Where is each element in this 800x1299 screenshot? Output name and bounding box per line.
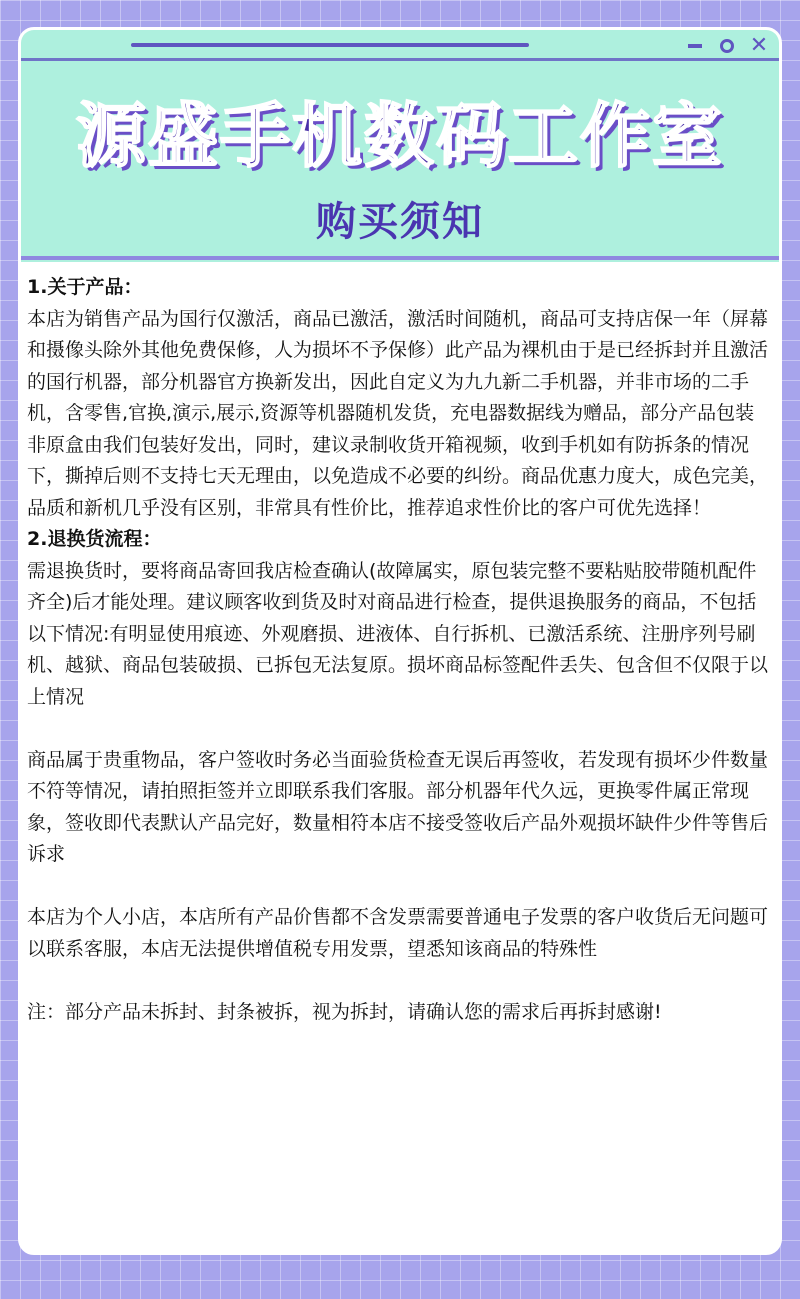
spacer [27, 965, 773, 997]
restore-icon[interactable] [713, 33, 741, 59]
header-divider [21, 256, 779, 260]
section-body-product: 本店为销售产品为国行仅激活，商品已激活，激活时间随机，商品可支持店保一年（屏幕和摄像头除外其他免费保修，人为损坏不予保修）此产品为裸机由于是已经拆封并且激活的国行机器，部分机器官方换新发出，因此自定义为九九新二手机器，并非市场的二手机，含零售,官换,演示,展示,资源等机器随机发货，充电器数据线为赠品，部分产品包装非原盒由我们包装好发出，同时，建议录制收货开箱视频，收到手机如有防拆条的情况下，撕掉后则不支持七天无理由，以免造成不必要的纠纷。商品优惠力度大，成色完美，品质和新机几乎没有区别，非常具有性价比，推荐追求性价比的客户可优先选择！ [27, 307, 769, 519]
window-controls [681, 33, 773, 59]
section-heading-returns: 2.退换货流程： [27, 528, 162, 550]
paragraph-invoice: 本店为个人小店，本店所有产品价售都不含发票需要普通电子发票的客户收货后无问题可以联系客服，本店无法提供增值税专用发票，望悉知该商品的特殊性 [27, 906, 769, 960]
close-icon[interactable]: ✕ [749, 33, 769, 58]
paragraph-note: 注：部分产品未拆封、封条被拆，视为拆封，请确认您的需求后再拆封感谢! [27, 1000, 662, 1023]
page-subtitle: 购买须知 [316, 199, 484, 245]
page-title: 源盛手机数码工作室 [76, 95, 724, 177]
spacer [27, 713, 773, 745]
title-bar-line [131, 43, 529, 47]
section-body-returns: 需退换货时，要将商品寄回我店检查确认(故障属实，原包装完整不要粘贴胶带随机配件齐全)后才能处理。建议顾客收到货及时对商品进行检查，提供退换服务的商品，不包括以下情况:有明显使用痕迹、外观磨损、进液体、自行拆机、已激活系统、注册序列号刷机、越狱、商品包装破损、已拆包无法复原。损坏商品标签配件丢失、包含但不仅限于以上情况 [27, 559, 769, 708]
notice-window [18, 27, 782, 1255]
spacer [27, 871, 773, 903]
paragraph-delivery: 商品属于贵重物品，客户签收时务必当面验货检查无误后再签收，若发现有损坏少件数量不符等情况，请拍照拒签并立即联系我们客服。部分机器年代久远，更换零件属正常现象，签收即代表默认产品完好，数量相符本店不接受签收后产品外观损坏缺件少件等售后诉求 [27, 748, 769, 865]
window-header [21, 30, 779, 262]
notice-content [27, 272, 773, 1028]
section-heading-product: 1.关于产品： [27, 276, 143, 298]
title-bar-divider [21, 58, 779, 61]
minimize-icon[interactable] [681, 33, 709, 59]
